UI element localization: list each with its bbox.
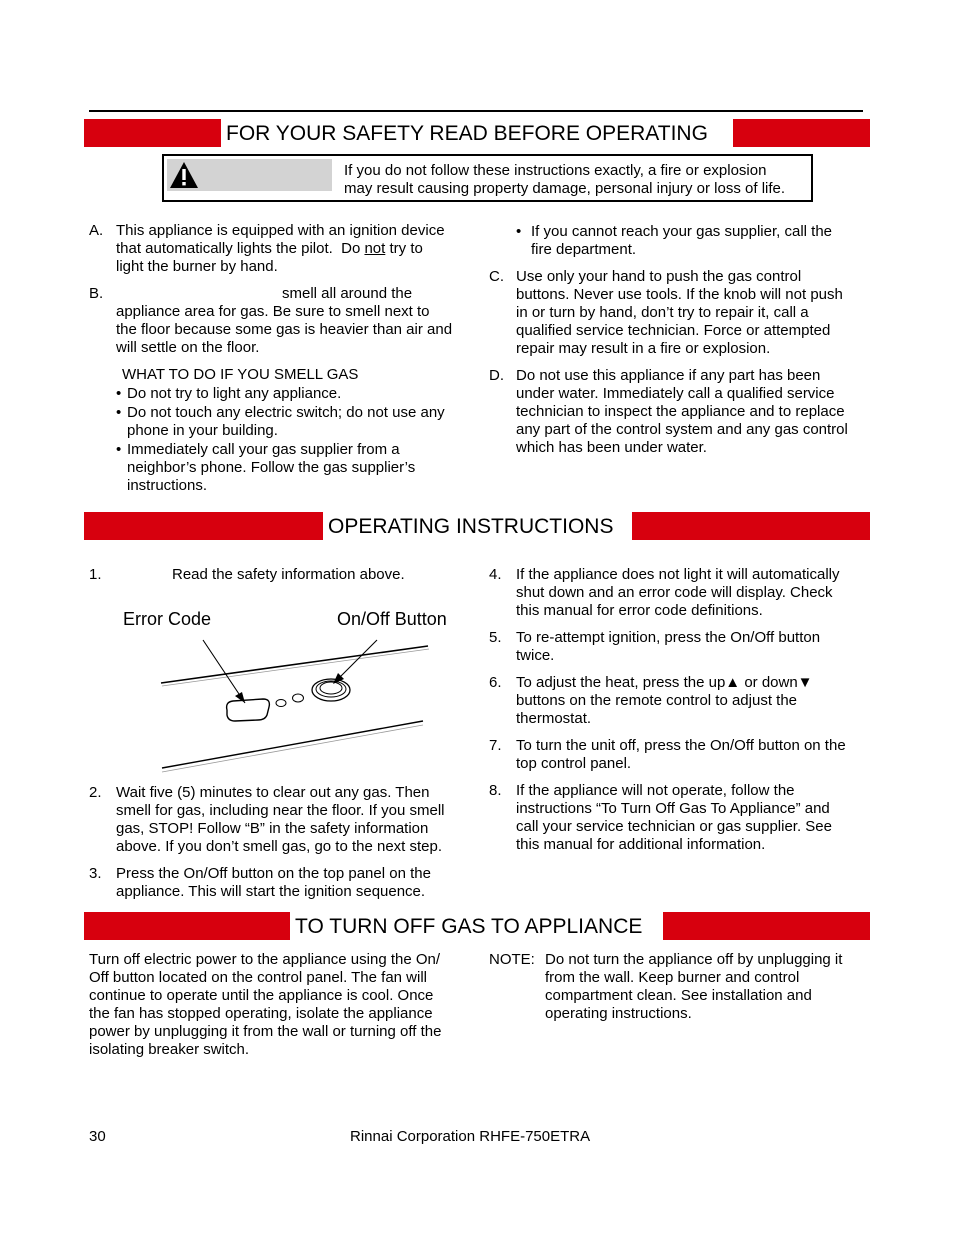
panel-top-edge-shadow: [162, 649, 429, 686]
turnoff-paragraph: [89, 951, 469, 1059]
operating-title: OPERATING INSTRUCTIONS: [323, 512, 632, 540]
panel-bottom-edge-shadow: [162, 725, 423, 772]
text-line: fire department.: [531, 241, 637, 258]
text-line: smell for gas, including near the floor. If you smell: [116, 802, 445, 819]
step-label: 4.: [489, 566, 502, 583]
item-label: D.: [489, 367, 504, 384]
text-line: above. If you don’t smell gas, go to the next step.: [116, 838, 443, 855]
footer-doc-name: Rinnai Corporation RHFE-750ETRA: [350, 1128, 591, 1145]
text-line: neighbor’s phone. Follow the gas supplier’s: [127, 459, 416, 476]
step-label: 2.: [89, 784, 102, 801]
indicator-light: [276, 700, 286, 707]
bullet-body: [127, 404, 445, 440]
step-body: [172, 566, 405, 584]
step-label: 1.: [89, 566, 102, 583]
step-label: 3.: [89, 865, 102, 882]
warning-box: [162, 154, 813, 202]
warning-triangle-icon: [169, 161, 199, 189]
text-line: power by unplugging it from the wall or turning off the: [89, 1023, 442, 1040]
text-line: the floor because some gas is heavier than air and: [116, 321, 453, 338]
item-body: [516, 367, 848, 457]
step-label: 8.: [489, 782, 502, 799]
panel-bottom-edge: [162, 721, 423, 768]
text-line: instructions.: [127, 477, 208, 494]
text-line: continue to operate until the appliance is cool. Once: [89, 987, 434, 1004]
text-line: buttons on the remote control to adjust the: [516, 692, 798, 709]
text-line: the fan has stopped operating, isolate the appliance: [89, 1005, 433, 1022]
bullet-body: [531, 223, 832, 259]
text-line: Off button located on the control panel. The fan will: [89, 969, 427, 986]
onoff-button-label: On/Off Button: [337, 609, 447, 629]
warning-line: may result causing property damage, personal injury or loss of life.: [344, 180, 786, 197]
text-line: instructions “To Turn Off Gas To Appliance” and: [516, 800, 830, 817]
step-body: [516, 566, 840, 620]
text-line: Immediately call your gas supplier from a: [127, 441, 400, 458]
banner-red-right: [632, 512, 870, 540]
safety-title: FOR YOUR SAFETY READ BEFORE OPERATING: [221, 119, 733, 147]
step-body: [516, 674, 813, 728]
text-line: isolating breaker switch.: [89, 1041, 250, 1058]
onoff-button-cap: [320, 682, 342, 694]
step-label: 6.: [489, 674, 502, 691]
banner-red-right: [733, 119, 870, 147]
bullet-body: [127, 441, 415, 495]
item-body: [116, 285, 452, 357]
error-code-label: Error Code: [123, 609, 212, 629]
text-line: technician to inspect the appliance and to replace: [516, 403, 845, 420]
text-line: shut down and an error code will display. Check: [516, 584, 833, 601]
text-line: in or turn by hand, don’t try to repair it, call a: [516, 304, 809, 321]
smell-gas-heading: WHAT TO DO IF YOU SMELL GAS: [122, 366, 359, 383]
text-line: repair may result in a fire or explosion.: [516, 340, 771, 357]
warning-line: If you do not follow these instructions exactly, a fire or explosion: [344, 162, 767, 179]
text-span: that automatically lights the pilot. Do: [116, 240, 365, 257]
text-line: Do not touch any electric switch; do not use any: [127, 404, 445, 421]
turnoff-banner: [84, 912, 870, 940]
text-line: this manual for additional information.: [516, 836, 766, 853]
text-line: To turn the unit off, press the On/Off button on the: [516, 737, 846, 754]
text-line: To adjust the heat, press the up▲ or down▼: [516, 674, 813, 691]
text-span: try to: [385, 240, 423, 257]
note-label: NOTE:: [489, 951, 535, 968]
banner-red-right: [663, 912, 870, 940]
item-label: B.: [89, 285, 104, 302]
text-line: compartment clean. See installation and: [545, 987, 812, 1004]
bullet-body: [127, 385, 341, 403]
underlined-not: not: [364, 240, 386, 257]
indicator-light: [293, 694, 304, 702]
text-line: phone in your building.: [127, 422, 278, 439]
text-line: this manual for error code definitions.: [516, 602, 763, 619]
banner-red-left: [84, 912, 290, 940]
step-body: [516, 782, 832, 854]
text-line: operating instructions.: [545, 1005, 692, 1022]
text-line: top control panel.: [516, 755, 632, 772]
text-line: Do not try to light any appliance.: [127, 385, 342, 402]
text-line: appliance. This will start the ignition sequence.: [116, 883, 426, 900]
text-line: any part of the control system and any gas control: [516, 421, 848, 438]
text-line: will settle on the floor.: [116, 339, 260, 356]
text-line: Do not use this appliance if any part has been: [516, 367, 821, 384]
item-body: [516, 268, 843, 358]
item-body: [116, 222, 445, 276]
top-rule: [89, 110, 863, 112]
text-line: If the appliance does not light it will automatically: [516, 566, 840, 583]
text-line: Read the safety information above.: [172, 566, 405, 583]
text-line: which has been under water.: [516, 439, 707, 456]
text-line: twice.: [516, 647, 555, 664]
panel-top-edge: [161, 646, 428, 683]
text-line: light the burner by hand.: [116, 258, 278, 275]
text-line: [116, 240, 445, 258]
step-body: [516, 629, 820, 665]
page-number: 30: [89, 1128, 106, 1145]
text-line: gas, STOP! Follow “B” in the safety information: [116, 820, 429, 837]
text-line: Do not turn the appliance off by unplugging it: [545, 951, 843, 968]
item-label: C.: [489, 268, 504, 285]
text-line: qualified service technician. Force or attempted: [516, 322, 831, 339]
bullet-dot: •: [116, 441, 122, 458]
bullet-dot: •: [116, 404, 122, 421]
safety-banner: [84, 119, 870, 147]
text-line: Use only your hand to push the gas control: [516, 268, 802, 285]
banner-red-left: [84, 119, 221, 147]
text-line: This appliance is equipped with an ignition device: [116, 222, 445, 239]
text-line: To re-attempt ignition, press the On/Off button: [516, 629, 821, 646]
text-line: from the wall. Keep burner and control: [545, 969, 800, 986]
warning-label-area: [167, 159, 332, 191]
text-line: smell all around the: [282, 285, 413, 302]
step-label: 5.: [489, 629, 502, 646]
step-body: [116, 784, 445, 856]
text-line: call your service technician or gas supplier. See: [516, 818, 832, 835]
error-code-display: [227, 699, 270, 721]
operating-banner: [84, 512, 870, 540]
text-line: thermostat.: [516, 710, 592, 727]
bullet-dot: •: [116, 385, 122, 402]
note-body: [545, 951, 842, 1023]
text-line: Press the On/Off button on the top panel on the: [116, 865, 431, 882]
step-body: [516, 737, 846, 773]
text-line: Turn off electric power to the appliance using the On/: [89, 951, 441, 968]
text-line: buttons. Never use tools. If the knob will not push: [516, 286, 843, 303]
text-line: If you cannot reach your gas supplier, call the: [531, 223, 833, 240]
text-line: under water. Immediately call a qualified service: [516, 385, 835, 402]
bullet-dot: •: [516, 223, 522, 240]
banner-red-left: [84, 512, 323, 540]
control-panel-diagram: [155, 630, 435, 780]
warning-text: [344, 162, 785, 198]
text-line: Wait five (5) minutes to clear out any gas. Then: [116, 784, 430, 801]
item-label: A.: [89, 222, 104, 239]
turnoff-title: TO TURN OFF GAS TO APPLIANCE: [290, 912, 663, 940]
step-label: 7.: [489, 737, 502, 754]
text-line: appliance area for gas. Be sure to smell next to: [116, 303, 430, 320]
step-body: [116, 865, 431, 901]
text-line: If the appliance will not operate, follow the: [516, 782, 795, 799]
